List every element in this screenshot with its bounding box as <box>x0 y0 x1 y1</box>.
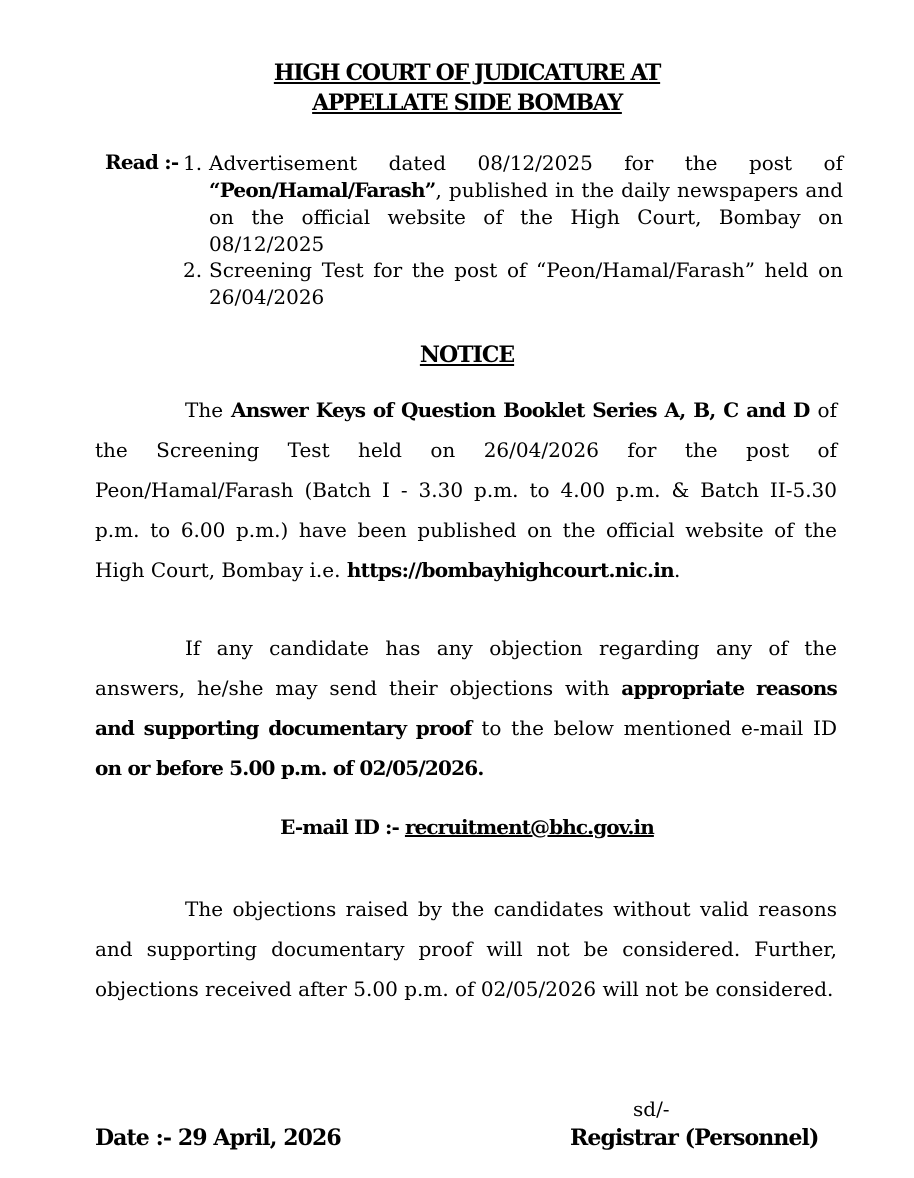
read-item-text <box>209 150 843 258</box>
read-item-text-part: , published in the daily newspapers and on the official website of the High Court, Bombay on 08/12/2025 <box>209 178 843 256</box>
court-title-line1: HIGH COURT OF JUDICATURE AT <box>273 60 661 86</box>
read-item-text: Screening Test for the post of “Peon/Hamal/Farash” held on 26/04/2026 <box>209 258 843 309</box>
paragraph-invalid-objections: The objections raised by the candidates without valid reasons and supporting documentary proof will not be considered. Further, objections received after 5.00 p.m. of 02/05/2026 will not be considered. <box>95 897 837 1001</box>
read-item-2 <box>183 257 843 311</box>
signature-sd: sd/- <box>633 1097 670 1121</box>
paragraph-text: of the Screening Test held on 26/04/2026 for the post of Peon/Hamal/Farash (Batch I - 3.30 p.m. to 4.00 p.m. & Batch II-5.30 p.m. to 6.00 p.m.) have been published on the official website of the High Court, Bombay i.e. <box>95 398 837 582</box>
notice-date: Date :- 29 April, 2026 <box>95 1125 341 1151</box>
email-link[interactable]: recruitment@bhc.gov.in <box>404 815 654 839</box>
paragraph-text: . <box>674 558 681 582</box>
registrar-designation: Registrar (Personnel) <box>570 1125 819 1151</box>
reasons-bold: appropriate reasons and supporting documentary proof <box>95 676 837 740</box>
answer-keys-bold: Answer Keys of Question Booklet Series A, B, C and D <box>231 398 810 422</box>
notice-heading: NOTICE <box>419 342 515 368</box>
website-link[interactable]: https://bombayhighcourt.nic.in <box>346 558 674 582</box>
post-name-bold: “Peon/Hamal/Farash” <box>209 178 436 202</box>
paragraph-answer-keys <box>95 390 837 590</box>
court-title-line2: APPELLATE SIDE BOMBAY <box>312 90 622 116</box>
read-label: Read :- <box>105 150 179 174</box>
read-item-number: 2. <box>183 258 203 282</box>
paragraph-objections <box>95 628 837 788</box>
deadline-bold: on or before 5.00 p.m. of 02/05/2026. <box>95 756 484 780</box>
paragraph-text: If any candidate has any objection regarding any of the answers, he/she may send their objections with <box>95 636 837 700</box>
email-line <box>0 815 914 839</box>
read-item-number: 1. <box>183 151 203 175</box>
read-item-text-part: Advertisement dated 08/12/2025 for the post of <box>209 151 843 175</box>
paragraph-text: The <box>185 398 232 422</box>
email-label: E-mail ID :- <box>280 815 405 839</box>
read-item-1 <box>183 150 843 258</box>
paragraph-text: to the below mentioned e-mail ID <box>471 716 837 740</box>
